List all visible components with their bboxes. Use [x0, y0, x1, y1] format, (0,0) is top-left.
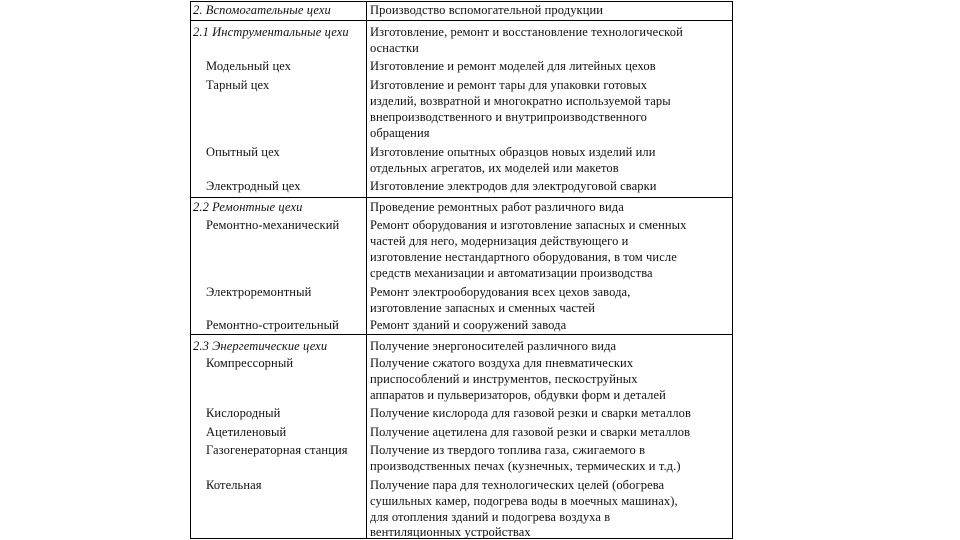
workshop-name: Кислородный: [206, 406, 281, 420]
workshop-name: Ремонтно-механический: [206, 218, 340, 232]
rule-middle: [366, 1, 367, 539]
section-heading: 2.1 Инструментальные цехи: [193, 25, 349, 39]
workshop-description: Изготовление и ремонт моделей для литейных цехов: [370, 59, 656, 73]
workshop-description: производственных печах (кузнечных, термических и т.д.): [370, 459, 681, 473]
workshop-name: Газогенераторная станция: [206, 443, 348, 457]
workshop-description: Ремонт зданий и сооружений завода: [370, 318, 567, 332]
workshop-description: вентиляционных устройствах: [370, 525, 531, 539]
workshop-description: обращения: [370, 126, 430, 140]
rule-right: [732, 1, 733, 539]
workshop-description: изготовление нестандартного оборудования, в том числе: [370, 250, 677, 264]
workshop-description: отдельных агрегатов, их моделей или макетов: [370, 161, 619, 175]
section-description: Производство вспомогательной продукции: [370, 3, 604, 17]
workshop-description: сушильных камер, подогрева воды в моечных машинах),: [370, 494, 678, 508]
workshop-description: Получение сжатого воздуха для пневматических: [370, 356, 634, 370]
workshop-name: Электродный цех: [206, 179, 301, 193]
workshop-description: Изготовление опытных образцов новых изделий или: [370, 145, 656, 159]
section-heading: 2.3 Энергетические цехи: [193, 339, 328, 353]
workshop-name: Компрессорный: [206, 356, 294, 370]
workshop-description: Получение кислорода для газовой резки и сварки металлов: [370, 406, 692, 420]
workshop-description: изготовление запасных и сменных частей: [370, 301, 596, 315]
workshop-description: Получение ацетилена для газовой резки и сварки металлов: [370, 425, 691, 439]
workshop-description: аппаратов и пульверизаторов, обдувки форм и деталей: [370, 388, 666, 402]
workshops-table: [190, 0, 733, 540]
workshop-description: для отопления зданий и подогрева воздуха в: [370, 510, 611, 524]
workshop-description: средств механизации и автоматизации производства: [370, 266, 653, 280]
workshop-name: Опытный цех: [206, 145, 280, 159]
section-description: Получение энергоносителей различного вида: [370, 339, 617, 353]
workshop-description: Ремонт электрооборудования всех цехов завода,: [370, 285, 631, 299]
workshop-description: Ремонт оборудования и изготовление запасных и сменных: [370, 218, 687, 232]
workshop-name: Ремонтно-строительный: [206, 318, 339, 332]
rule-after-section-2-1: [190, 197, 732, 198]
section-description: оснастки: [370, 41, 419, 55]
workshop-description: изделий, возвратной и многократно используемой тары: [370, 94, 671, 108]
workshop-description: Получение пара для технологических целей (обогрева: [370, 478, 665, 492]
workshop-name: Ацетиленовый: [206, 425, 287, 439]
workshop-description: Получение из твердого топлива газа, сжигаемого в: [370, 443, 646, 457]
workshop-description: внепроизводственного и внутрипроизводственного: [370, 110, 648, 124]
workshop-name: Котельная: [206, 478, 262, 492]
workshop-name: Модельный цех: [206, 59, 292, 73]
workshop-description: приспособлений и инструментов, пескоструйных: [370, 372, 638, 386]
workshop-description: частей для него, модернизация действующего и: [370, 234, 629, 248]
workshop-name: Тарный цех: [206, 78, 270, 92]
section-heading: 2. Вспомогательные цехи: [193, 3, 331, 17]
section-heading: 2.2 Ремонтные цехи: [193, 200, 303, 214]
rule-left: [190, 1, 191, 539]
workshop-name: Электроремонтный: [206, 285, 312, 299]
workshop-description: Изготовление электродов для электродуговой сварки: [370, 179, 657, 193]
rule-after-section-2-2: [190, 334, 732, 335]
section-description: Изготовление, ремонт и восстановление технологической: [370, 25, 683, 39]
section-description: Проведение ремонтных работ различного вида: [370, 200, 624, 214]
workshop-description: Изготовление и ремонт тары для упаковки готовых: [370, 78, 648, 92]
rule-after-section-2: [190, 20, 732, 21]
